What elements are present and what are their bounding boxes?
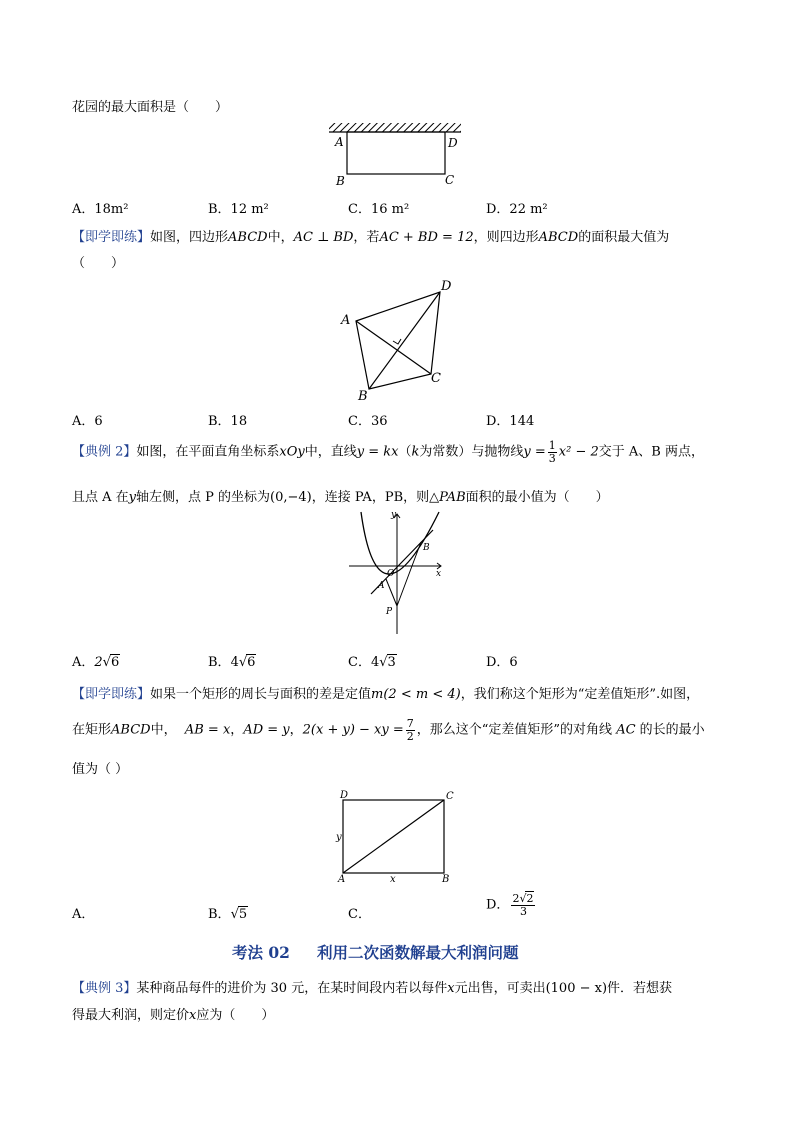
label-y: y — [336, 832, 342, 843]
option-a: A．2√6 — [72, 655, 120, 670]
option-c: C．36 — [348, 414, 388, 429]
option-d: D． $\frac{2√2}{3}$ — [486, 892, 534, 918]
question-text: 值为（ ） — [72, 762, 129, 777]
question-text: 得最大利润，则定价x应为（ ） — [72, 1008, 275, 1023]
label-b: B — [336, 174, 345, 188]
label-a: A — [338, 874, 346, 885]
diagonal-ac — [356, 321, 431, 374]
label-a: A — [378, 581, 385, 591]
question-paren: （ ） — [72, 256, 125, 271]
label-c: C — [445, 173, 455, 187]
label-c: C — [431, 371, 441, 386]
label-b: B — [442, 874, 450, 885]
segment-pb — [397, 542, 421, 606]
option-b: B．12 m² — [208, 202, 269, 217]
fraction-option-d: $\frac{2√2}{3}$ — [512, 892, 534, 918]
option-b: B．√5 — [208, 907, 248, 922]
option-a: A．18m² — [72, 202, 129, 217]
option-c: C．4√3 — [348, 655, 396, 670]
fraction-seven-halves: $\frac{7}{2}$ — [406, 717, 414, 743]
option-b: B．4√6 — [208, 655, 256, 670]
label-b: B — [423, 543, 430, 553]
label-b: B — [358, 389, 368, 404]
question-text: 【即学即练】如图，四边形ABCD中，AC ⊥ BD，若AC + BD = 12，则四边形ABCD的面积最大值为 — [72, 230, 670, 245]
option-a: A． — [72, 907, 95, 922]
parabola-figure — [345, 508, 445, 638]
label-d: D — [448, 136, 458, 150]
wall-hatch — [329, 123, 461, 132]
label-x: x — [436, 569, 442, 579]
right-angle-mark — [393, 339, 401, 344]
fraction-one-third: $\frac{1}{3}$ — [548, 439, 556, 465]
diagonal-ac — [343, 800, 444, 873]
garden-figure — [325, 118, 465, 190]
rectangle-figure — [335, 788, 460, 884]
label-o: O — [387, 569, 395, 579]
option-a: A．6 — [72, 414, 103, 429]
label-a: A — [335, 135, 344, 149]
label-c: C — [446, 791, 454, 802]
option-c: C． — [348, 907, 371, 922]
label-x: x — [390, 874, 396, 885]
quadrilateral-figure — [335, 276, 465, 404]
option-c: C．16 m² — [348, 202, 410, 217]
option-b: B．18 — [208, 414, 248, 429]
option-d: D．6 — [486, 655, 518, 670]
label-p: P — [386, 607, 393, 617]
question-text: 【典例 2】如图，在平面直角坐标系xOy中，直线y = kx（k为常数）与抛物线y = $\frac{1}{3}$ x² − 2交于 A、B 两点， — [72, 439, 704, 465]
garden-rectangle — [347, 132, 445, 174]
question-text: 花园的最大面积是（ ） — [72, 100, 229, 115]
quadrilateral — [356, 292, 440, 389]
question-text: 【典例 3】某种商品每件的进价为 30 元，在某时间段内若以每件x元出售，可卖出(100 − x)件．若想获 — [72, 981, 673, 996]
label-y: y — [391, 510, 397, 520]
label-a: A — [341, 313, 351, 328]
question-text: 在矩形ABCD中， AB = x，AD = y，2(x + y) − xy = $\frac{7}{2}$ ，那么这个“定差值矩形”的对角线 AC 的长的最小 — [72, 717, 705, 743]
question-text: 【即学即练】如果一个矩形的周长与面积的差是定值m(2 < m < 4)，我们称这个矩形为“定差值矩形”.如图， — [72, 687, 700, 702]
label-d: D — [340, 790, 349, 801]
option-d: D．22 m² — [486, 202, 548, 217]
segment-pa — [386, 579, 397, 606]
label-d: D — [441, 279, 452, 294]
question-text: 且点 A 在y轴左侧，点 P 的坐标为(0,−4)，连接 PA，PB，则△PAB面积的最小值为（ ） — [72, 490, 609, 505]
option-d: D．144 — [486, 414, 535, 429]
section-heading: 考法 02 利用二次函数解最大利润问题 — [232, 943, 519, 962]
